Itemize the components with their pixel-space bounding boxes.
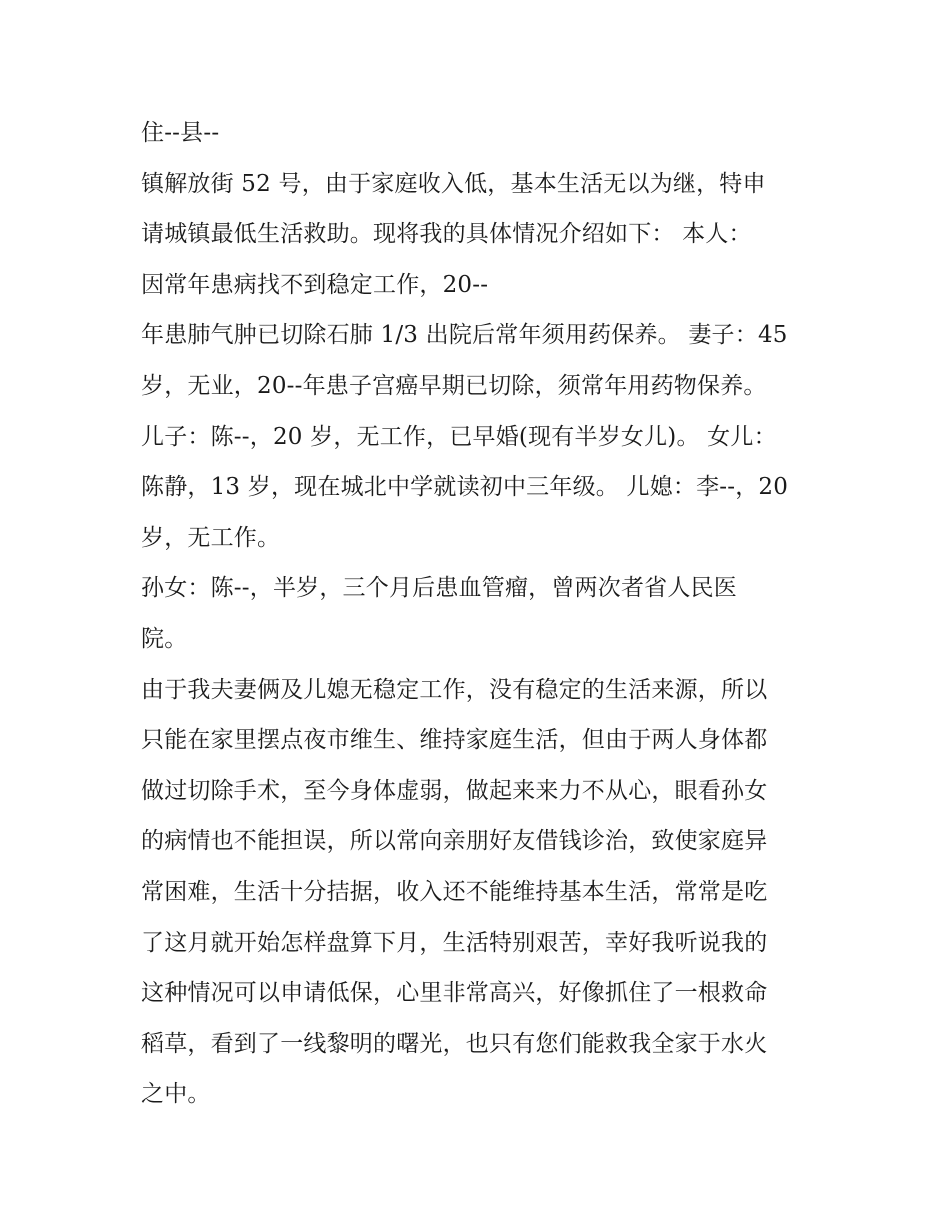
text-line: 岁，无业，20--年患子宫癌早期已切除，须常年用药物保养。: [141, 372, 767, 399]
text-line: 孙女：陈--，半岁，三个月后患血管瘤，曾两次者省人民医: [141, 575, 737, 602]
text-line: 这种情况可以申请低保，心里非常高兴，好像抓住了一根救命: [141, 980, 768, 1007]
text-line: 常困难，生活十分拮据，收入还不能维持基本生活，常常是吃: [141, 878, 768, 905]
text-line: 因常年患病找不到稳定工作，20--: [141, 271, 489, 298]
text-line: 由于我夫妻俩及儿媳无稳定工作，没有稳定的生活来源，所以: [141, 676, 768, 703]
text-line: 做过切除手术，至今身体虚弱，做起来来力不从心，眼看孙女: [141, 777, 768, 804]
text-line: 之中。: [141, 1081, 211, 1108]
text-line: 陈静，13 岁，现在城北中学就读初中三年级。 儿媳：李--，20: [141, 474, 789, 501]
text-line: 请城镇最低生活救助。现将我的具体情况介绍如下： 本人：: [141, 221, 752, 248]
text-line: 镇解放街 52 号，由于家庭收入低，基本生活无以为继，特申: [141, 170, 766, 197]
text-line: 岁，无工作。: [141, 524, 281, 551]
text-line: 住--县--: [141, 120, 220, 146]
text-line: 的病情也不能担误，所以常向亲朋好友借钱诊治，致使家庭异: [141, 828, 768, 855]
text-line: 院。: [141, 625, 188, 652]
text-line: 儿子：陈--，20 岁，无工作，已早婚(现有半岁女儿)。 女儿：: [141, 423, 777, 450]
document-body: [141, 108, 821, 1120]
text-line: 了这月就开始怎样盘算下月，生活特别艰苦，幸好我听说我的: [141, 929, 768, 956]
text-line: 只能在家里摆点夜市维生、维持家庭生活，但由于两人身体都: [141, 727, 768, 754]
text-line: 年患肺气肿已切除石肺 1/3 出院后常年须用药保养。 妻子：45: [141, 322, 788, 349]
text-line: 稻草，看到了一线黎明的曙光，也只有您们能救我全家于水火: [141, 1030, 768, 1057]
